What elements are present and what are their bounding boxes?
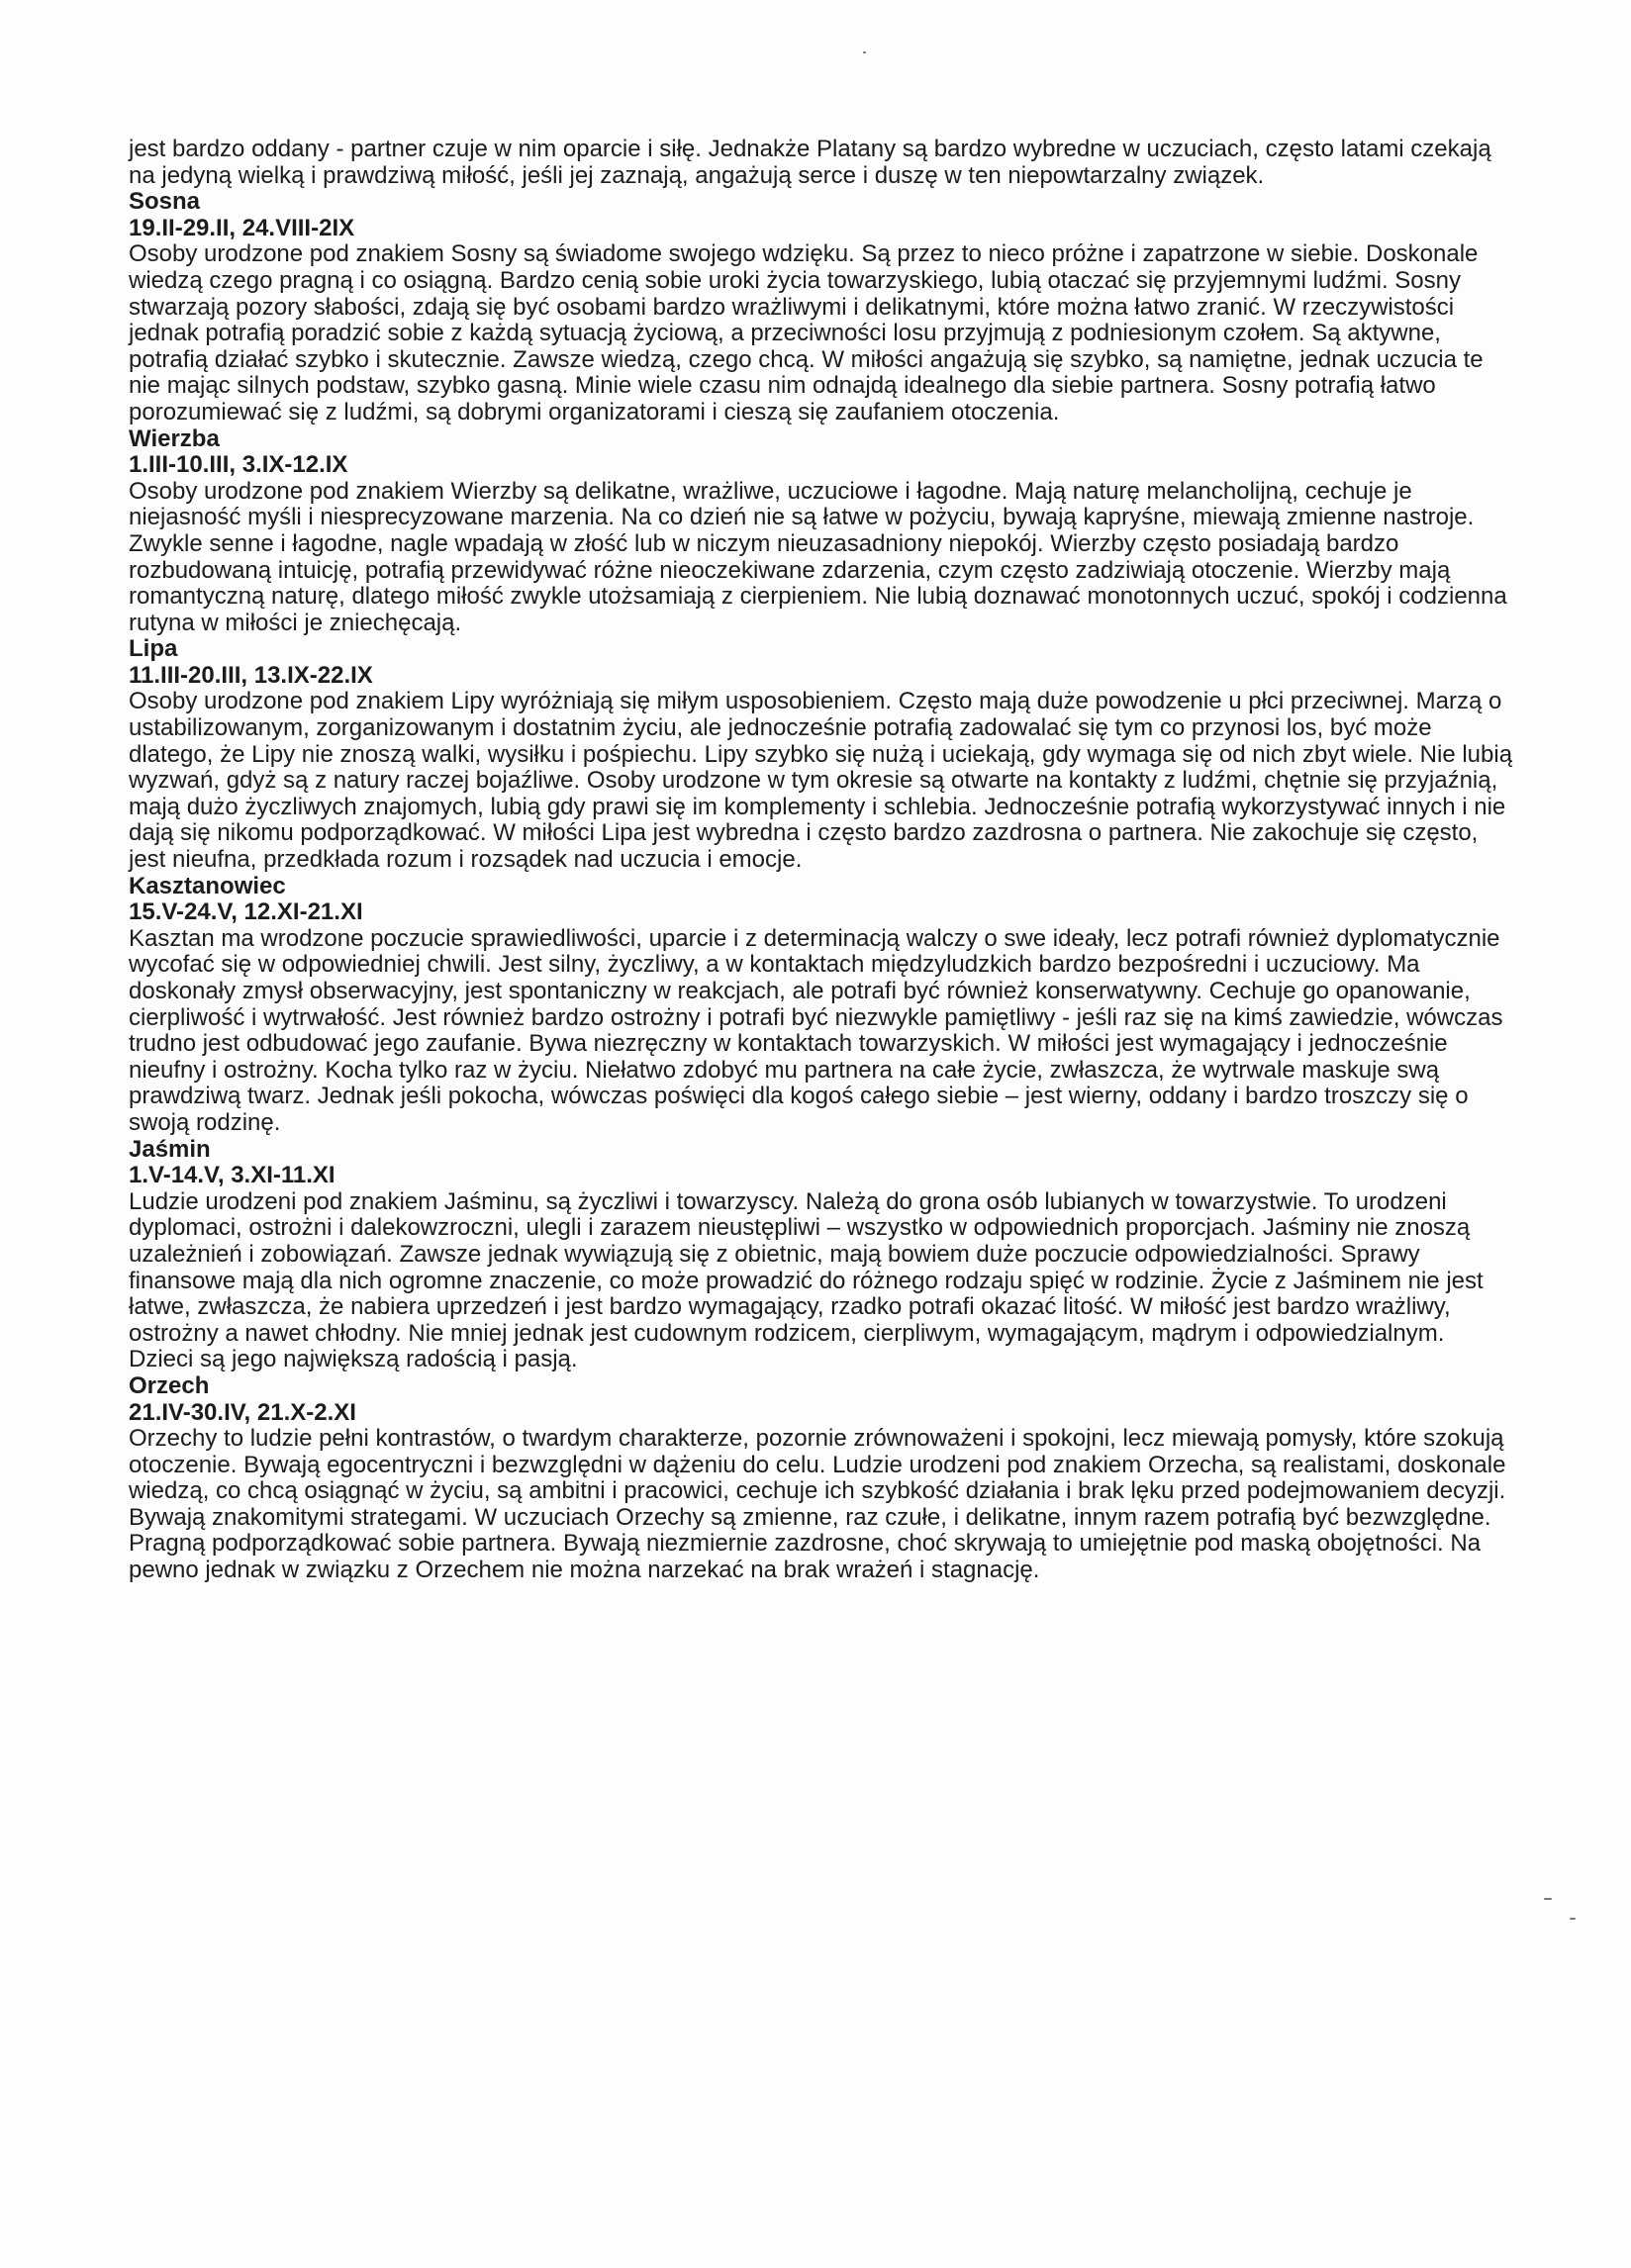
section-title: Kasztanowiec <box>129 872 286 899</box>
section-orzech <box>129 1373 1514 1584</box>
section-title: Lipa <box>129 635 178 663</box>
section-title: Sosna <box>129 188 201 216</box>
section-text: Kasztan ma wrodzone poczucie sprawiedliwości, uparcie i z determinacją walczy o swe ideały, lecz potrafi również dyplomatycznie wycofać się w odpowiedniej chwili. Jest silny, życzliwy, a w kontaktach międzyludzkich bardzo bezpośredni i uczuciowy. Ma doskonały zmysł obserwacyjny, jest spontaniczny w reakcjach, ale potrafi być również konserwatywny. Cechuje go opanowanie, cierpliwość i wytrwałość. Jest również bardzo ostrożny i potrafi być niezwykle pamiętliwy - jeśli raz się na kimś zawiedzie, wówczas trudno jest odbudować jego zaufanie. Bywa niezręczny w kontaktach towarzyskich. W miłości jest wymagający i jednocześnie nieufny i ostrożny. Kocha tylko raz w życiu. Niełatwo zdobyć mu partnera na całe życie, zwłaszcza, że wytrwale maskuje swą prawdziwą twarz. Jednak jeśli pokocha, wówczas poświęci dla kogoś całego siebie – jest wierny, oddany i bardzo troszczy się o swoją rodzinę. <box>129 924 1503 1136</box>
section-text: Ludzie urodzeni pod znakiem Jaśminu, są życzliwi i towarzyscy. Należą do grona osób lubianych w towarzystwie. To urodzeni dyplomaci, ostrożni i dalekowzroczni, ulegli i zarazem nieustępliwi – wszystko w odpowiednich proporcjach. Jaśminy nie znoszą uzależnień i zobowiązań. Zawsze jednak wywiązują się z obietnic, mają bowiem duże poczucie odpowiedzialności. Sprawy finansowe mają dla nich ogromne znaczenie, co może prowadzić do różnego rodzaju spięć w rodzinie. Życie z Jaśminem nie jest łatwe, zwłaszcza, że nabiera uprzedzeń i jest bardzo wymagający, rzadko potrafi okazać litość. W miłość jest bardzo wrażliwy, ostrożny a nawet chłodny. Nie mniej jednak jest cudownym rodzicem, cierpliwym, wymagającym, mądrym i odpowiedzialnym. Dzieci są jego największą radością i pasją. <box>129 1187 1484 1373</box>
section-dates: 11.III-20.III, 13.IX-22.IX <box>129 661 373 689</box>
section-title: Jaśmin <box>129 1135 211 1163</box>
section-sosna <box>129 189 1514 425</box>
section-dates: 1.III-10.III, 3.IX-12.IX <box>129 451 348 479</box>
section-dates: 19.II-29.II, 24.VIII-2IX <box>129 214 355 241</box>
section-lipa <box>129 636 1514 873</box>
section-title: Wierzba <box>129 425 220 452</box>
section-jasmin <box>129 1137 1514 1373</box>
scan-speck <box>1570 1918 1576 1920</box>
section-dates: 15.V-24.V, 12.XI-21.XI <box>129 898 363 926</box>
section-title: Orzech <box>129 1371 210 1399</box>
section-text: Osoby urodzone pod znakiem Wierzby są delikatne, wrażliwe, uczuciowe i łagodne. Mają naturę melancholijną, cechuje je niejasność myśli i niesprecyzowane marzenia. Na co dzień nie są łatwe w pożyciu, bywają kapryśne, miewają zmienne nastroje. Zwykle senne i łagodne, nagle wpadają w złość lub w niczym nieuzasadniony niepokój. Wierzby często posiadają bardzo rozbudowaną intuicję, potrafią przewidywać różne nieoczekiwane zdarzenia, czym często zadziwiają otoczenie. Wierzby mają romantyczną naturę, dlatego miłość zwykle utożsamiają z cierpieniem. Nie lubią doznawać monotonnych uczuć, spokój i codzienna rutyna w miłości je zniechęcają. <box>129 477 1507 636</box>
section-wierzba <box>129 426 1514 637</box>
section-text: Osoby urodzone pod znakiem Lipy wyróżniają się miłym usposobieniem. Często mają duże powodzenie u płci przeciwnej. Marzą o ustabilizowanym, zorganizowanym i dostatnim życiu, ale jednocześnie potrafią zadowalać się tym co przynosi los, być może dlatego, że Lipy nie znoszą walki, wysiłku i pośpiechu. Lipy szybko się nużą i uciekają, gdy wymaga się od nich zbyt wiele. Nie lubią wyzwań, gdyż są z natury raczej bojaźliwe. Osoby urodzone w tym okresie są otwarte na kontakty z ludźmi, chętnie się przyjaźnią, mają dużo życzliwych znajomych, lubią gdy prawi się im komplementy i schlebia. Jednocześnie potrafią wykorzystywać innych i nie dają się nikomu podporządkować. W miłości Lipa jest wybredna i często bardzo zazdrosna o partnera. Nie zakochuje się często, jest nieufna, przedkłada rozum i rozsądek nad uczucia i emocje. <box>129 688 1513 874</box>
scan-speck <box>863 51 866 53</box>
section-kasztanowiec <box>129 874 1514 1137</box>
section-text: Orzechy to ludzie pełni kontrastów, o twardym charakterze, pozornie zrównoważeni i spokojni, lecz miewają pomysły, które szokują otoczenie. Bywają egocentryczni i bezwzględni w dążeniu do celu. Ludzie urodzeni pod znakiem Orzecha, są realistami, doskonale wiedzą, co chcą osiągnąć w życiu, są ambitni i pracowici, cechuje ich szybkość działania i brak lęku przed podejmowaniem decyzji. Bywają znakomitymi strategami. W uczuciach Orzechy są zmienne, raz czułe, i delikatne, innym razem potrafią być bezwzględne. Pragną podporządkować sobie partnera. Bywają niezmiernie zazdrosne, choć skrywają to umiejętnie pod maską obojętności. Na pewno jednak w związku z Orzechem nie można narzekać na brak wrażeń i stagnację. <box>129 1425 1506 1584</box>
section-dates: 21.IV-30.IV, 21.X-2.XI <box>129 1398 356 1426</box>
intro-paragraph: jest bardzo oddany - partner czuje w nim oparcie i siłę. Jednakże Platany są bardzo wybredne w uczuciach, często latami czekają na jedyną wielką i prawdziwą miłość, jeśli jej zaznają, angażują serce i duszę w ten niepowtarzalny związek. <box>129 136 1491 189</box>
scan-speck <box>1544 1898 1552 1900</box>
section-text: Osoby urodzone pod znakiem Sosny są świadome swojego wdzięku. Są przez to nieco próżne i zapatrzone w siebie. Doskonale wiedzą czego pragną i co osiągną. Bardzo cenią sobie uroki życia towarzyskiego, lubią otaczać się przyjemnymi ludźmi. Sosny stwarzają pozory słabości, zdają się być osobami bardzo wrażliwymi i delikatnymi, które można łatwo zranić. W rzeczywistości jednak potrafią poradzić sobie z każdą sytuacją życiową, a przeciwności losu przyjmują z podniesionym czołem. Są aktywne, potrafią działać szybko i skutecznie. Zawsze wiedzą, czego chcą. W miłości angażują się szybko, są namiętne, jednak uczucia te nie mając silnych podstaw, szybko gasną. Minie wiele czasu nim odnajdą idealnego dla siebie partnera. Sosny potrafią łatwo porozumiewać się z ludźmi, są dobrymi organizatorami i cieszą się zaufaniem otoczenia. <box>129 240 1484 425</box>
section-dates: 1.V-14.V, 3.XI-11.XI <box>129 1162 336 1189</box>
document-body <box>129 137 1514 1584</box>
